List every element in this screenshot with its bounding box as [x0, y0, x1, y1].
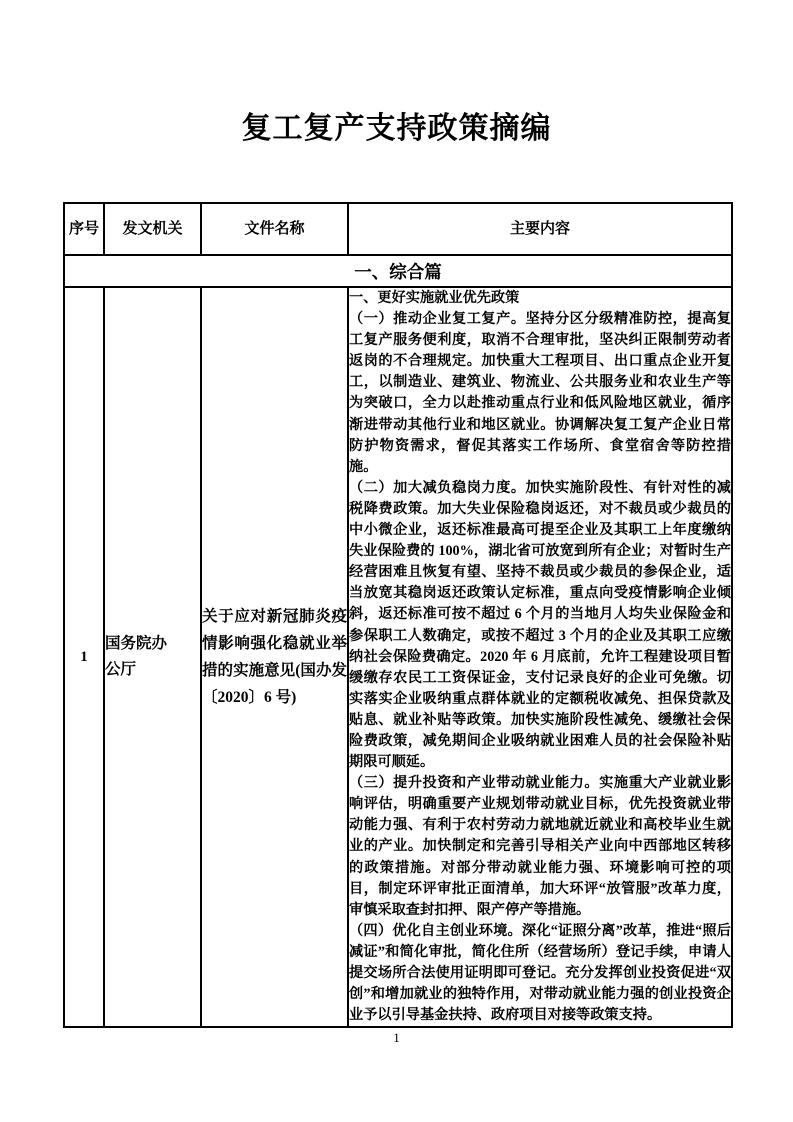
- agency-cell: [104, 287, 201, 1027]
- content-paragraph-1: （一）推动企业复工复产。坚持分区分级精准防控，提高复工复产服务便利度，取消不合理审批，坚决纠正限制劳动者返岗的不合理规定。加快重大工程项目、出口重点企业开复工，以制造业、建筑业、物流业、公共服务业和农业生产等为突破口，全力以赴推动重点行业和低风险地区就业，循序渐进带动其他行业和地区就业。协调解决复工复产企业日常防护物资需求，督促其落实工作场所、食堂宿舍等防控措施。: [349, 311, 731, 475]
- policy-table: [63, 202, 733, 1028]
- agency-name: 国务院办公厅: [105, 634, 168, 679]
- section-title: 一、综合篇: [64, 255, 732, 287]
- content-paragraph-4: （四）优化自主创业环境。深化“证照分离”改革，推进“照后减证”和简化审批，简化住所（经营场所）登记手续，申请人提交场所合法使用证明即可登记。充分发挥创业投资促进“双创”和增加就业的独特作用，对带动就业能力强的创业投资企业予以引导基金扶持、政府项目对接等政策支持。: [349, 922, 731, 1024]
- column-header-serial: 序号: [64, 203, 104, 255]
- column-header-document: 文件名称: [201, 203, 348, 255]
- content-paragraph-3: （三）提升投资和产业带动就业能力。实施重大产业就业影响评估，明确重要产业规划带动就业目标，优先投资就业带动能力强、有利于农村劳动力就地就近就业和高校毕业生就业的产业。加快制定和完善引导相关产业向中西部地区转移的政策措施。对部分带动就业能力强、环境影响可控的项目，制定环评审批正面清单，加大环评“放管服”改革力度，审慎采取查封扣押、限产停产等措施。: [349, 775, 731, 918]
- table-row: [64, 287, 732, 1027]
- column-header-content: 主要内容: [348, 203, 732, 255]
- serial-number-cell: 1: [64, 287, 104, 1027]
- table-header-row: [64, 203, 732, 255]
- section-row: [64, 255, 732, 287]
- main-content-cell: [348, 287, 732, 1027]
- column-header-agency: 发文机关: [104, 203, 201, 255]
- document-title-cell: 关于应对新冠肺炎疫情影响强化稳就业举措的实施意见(国办发〔2020〕6 号): [201, 287, 348, 1027]
- page-title: 复工复产支持政策摘编: [241, 112, 552, 145]
- content-paragraph-2: （二）加大减负稳岗力度。加快实施阶段性、有针对性的减税降费政策。加大失业保险稳岗返还，对不裁员或少裁员的中小微企业，返还标准最高可提至企业及其职工上年度缴纳失业保险费的 100%，湖北省可放宽到所有企业；对暂时生产经营困难且恢复有望、坚持不裁员或少裁员的参保企业，适当放宽其稳岗返还政策认定标准，重点向受疫情影响企业倾斜，返还标准可按不超过 6 个月的当地月人均失业保险金和参保职工人数确定，或按不超过 3 个月的企业及其职工应缴纳社会保险费确定。2020 年 6 月底前，允许工程建设项目暂缓缴存农民工工资保证金，支付记录良好的企业可免缴。切实落实企业吸纳重点群体就业的定额税收减免、担保贷款及贴息、就业补贴等政策。加快实施阶段性减免、缓缴社会保险费政策，减免期间企业吸纳就业困难人员的社会保险补贴期限可顺延。: [349, 479, 731, 771]
- page-number: 1: [393, 1030, 400, 1045]
- content-paragraph-heading: 一、更好实施就业优先政策: [349, 290, 520, 306]
